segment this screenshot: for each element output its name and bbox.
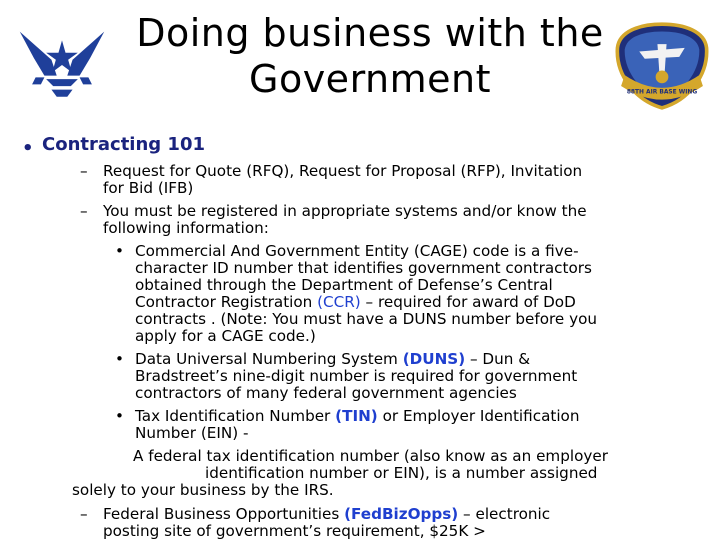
fed-tax-line2: identification number or EIN), is a number assigned xyxy=(205,464,598,482)
dot-marker-tin: • xyxy=(115,407,124,425)
dot-marker-duns: • xyxy=(115,350,124,368)
tin-line1-pre: Tax Identification Number xyxy=(135,407,336,425)
cage-line3: obtained through the Department of Defense’s Central xyxy=(135,276,553,294)
main-bullet: Contracting 101 xyxy=(42,134,206,155)
dot-marker-cage: • xyxy=(115,242,124,260)
tin-line1 xyxy=(135,408,579,425)
duns-line2: Bradstreet’s nine-digit number is required for government xyxy=(135,367,578,385)
duns-line1-pre: Data Universal Numbering System xyxy=(135,350,403,368)
ccr-link: (CCR) xyxy=(317,293,361,311)
cage-line5: contracts . (Note: You must have a DUNS number before you xyxy=(135,310,597,328)
sub-bullet-rfq-line2: for Bid (IFB) xyxy=(103,179,194,197)
dash-marker-1: – xyxy=(80,162,88,180)
fbo-line1-post: – electronic xyxy=(458,505,551,523)
duns-line3: contractors of many federal government agencies xyxy=(135,384,517,402)
main-bullet-marker: • xyxy=(22,138,34,159)
cage-line4 xyxy=(135,294,576,311)
fedbizopps-tag: (FedBizOpps) xyxy=(344,505,459,523)
tin-line1-post: or Employer Identification xyxy=(377,407,580,425)
cage-line4-pre: Contractor Registration xyxy=(135,293,318,311)
duns-line1-post: – Dun & xyxy=(465,350,531,368)
fed-tax-line1: A federal tax identification number (also know as an employer xyxy=(133,447,608,465)
fbo-line2: posting site of government’s requirement, $25K > xyxy=(103,522,486,540)
dash-marker-2: – xyxy=(80,202,88,220)
cage-line1: Commercial And Government Entity (CAGE) code is a five- xyxy=(135,242,579,260)
title-line-1: Doing business with the xyxy=(136,11,604,55)
dash-marker-3: – xyxy=(80,505,88,523)
tin-tag: (TIN) xyxy=(335,407,378,425)
sub-bullet-register-line1: You must be registered in appropriate systems and/or know the xyxy=(103,202,587,220)
fbo-line1-pre: Federal Business Opportunities xyxy=(103,505,345,523)
emblem-text: 88TH AIR BASE WING xyxy=(626,89,698,96)
fed-tax-line3: solely to your business by the IRS. xyxy=(72,481,334,499)
duns-tag: (DUNS) xyxy=(402,350,466,368)
duns-line1 xyxy=(135,351,530,368)
cage-line2: character ID number that identifies government contractors xyxy=(135,259,592,277)
cage-line4-post: – required for award of DoD xyxy=(360,293,576,311)
title-line-2: Government xyxy=(249,57,491,101)
tin-line2: Number (EIN) - xyxy=(135,424,249,442)
sub-bullet-rfq-line1: Request for Quote (RFQ), Request for Proposal (RFP), Invitation xyxy=(103,162,583,180)
sub-bullet-register-line2: following information: xyxy=(103,219,269,237)
fbo-line1 xyxy=(103,506,550,523)
cage-line6: apply for a CAGE code.) xyxy=(135,327,316,345)
